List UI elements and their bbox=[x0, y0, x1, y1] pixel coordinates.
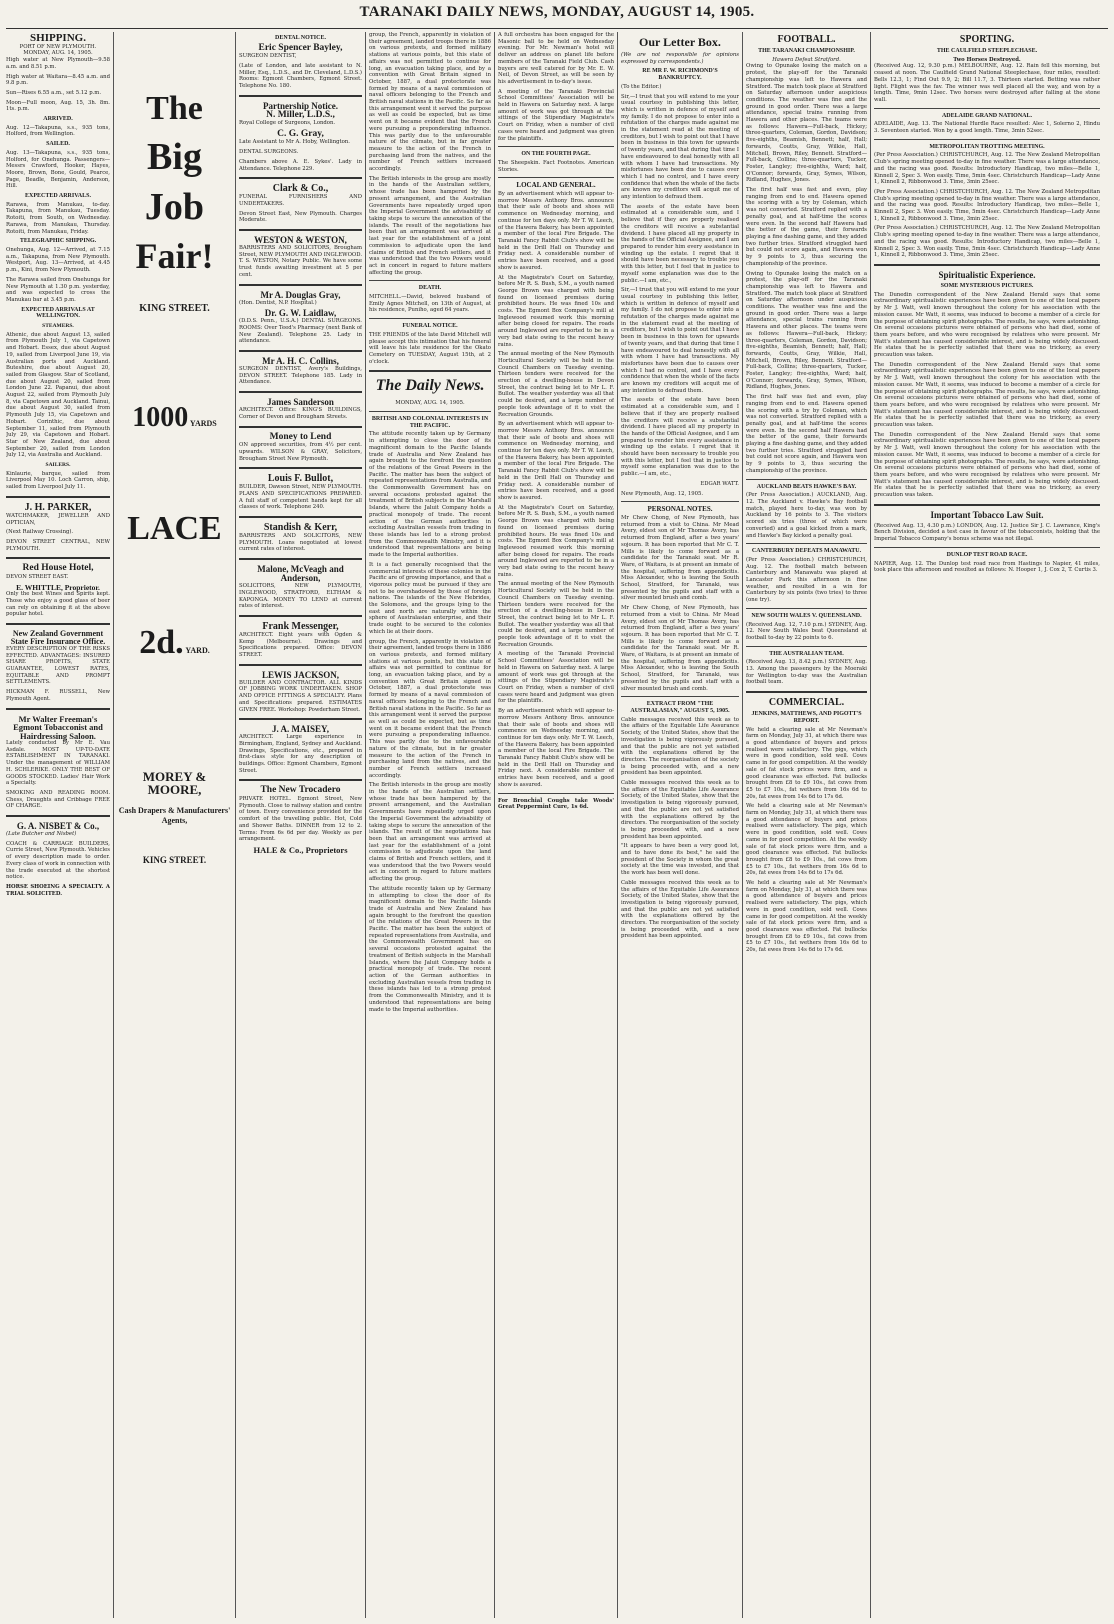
letter-text: The assets of the estate have been estimated at a considerable sum, and I believe that if they are properly realised the creditors will receive a substantial dividend. I have placed all my property in the hands of the Official Assignee, and I am prepared to render him every assistance in winding up the estate. I regret that it should have been necessary to trouble you with this letter, but I feel that in justice to myself some explanation was due to the public.—I am, etc., bbox=[621, 397, 739, 478]
moon-text: Moon—Full moon, Aug. 15, 3h. 8m. 1ts. p.m. bbox=[6, 99, 110, 113]
collins-ad bbox=[239, 357, 362, 386]
divider bbox=[6, 496, 110, 498]
state-fire-title: New Zealand Government State Fire Insurance Office. bbox=[10, 628, 106, 646]
bayley-text: (Late of London, and late assistant to N. Miller, Esq., L.D.S., and Dr. Cleveland, L.D.S.) Rooms: Egmont Chambers, Egmont Street. Telephone No. 180. bbox=[239, 62, 362, 90]
extract-text: Cable messages received this week as to the affairs of the Equitable Life Assurance Society, of the United States, show that the investigation is being vigorously pursued, and that the public are not yet satisfied with the explanations offered by the directors. The reorganisation of the society is being proceeded with, and a new president has been appointed. bbox=[621, 780, 739, 840]
commercial-text: We held a clearing sale at Mr Newman's farm on Monday, July 31, at which there was a good attendance of buyers and prices realised were satisfactory. The pigs, which were in good condition, sold well. Cows came in for good competition. At the weekly sale of fat stock prices were firm, and a good clearance was effected. Fat bullocks brought from £8 to £9 10s., fat cows from £5 to £7 10s., fat wethers from 16s 6d to 20s, fat ewes from 14s 6d to 17s 6d. bbox=[746, 880, 867, 954]
shipping-heading: SHIPPING. bbox=[30, 32, 86, 44]
ad-yards-number: 1000 bbox=[132, 402, 189, 433]
dunlop-heading: DUNLOP TEST ROAD RACE. bbox=[946, 551, 1028, 558]
fourth-page-heading: ON THE FOURTH PAGE. bbox=[521, 151, 591, 158]
divider bbox=[239, 426, 362, 428]
column-sporting bbox=[874, 32, 1108, 1618]
column-big-job-fair-ad bbox=[116, 32, 233, 1618]
masthead-rule bbox=[6, 28, 1108, 29]
jackson-text: BUILDER AND CONTRACTOR. ALL KINDS OF JOBBING WORK UNDERTAKEN. SHOP AND OFFICE FITTINGS A SPECIALTY. Plans and Specifications prepared. ESTIMATES GIVEN FREE. Workshop: Powderham Street. bbox=[239, 679, 362, 713]
local-text: The annual meeting of the New Plymouth Horticultural Society will be held in the Council Chambers on Tuesday evening. Thirteen tenders were received for the erection of a dwelling-house in Devon Street, the contract being let to Mr L. F. Bullot. The weather yesterday was all that could be desired, and a large number of people took advantage of it to visit the Recreation Grounds. bbox=[498, 351, 614, 418]
divider bbox=[498, 793, 614, 794]
sporting-heading: SPORTING. bbox=[959, 34, 1015, 45]
parker-name: J. H. PARKER, bbox=[24, 501, 92, 513]
canterbury-heading: CANTERBURY DEFEATS MANAWATU. bbox=[751, 548, 862, 555]
divider bbox=[239, 718, 362, 720]
weston-name: WESTON & WESTON, bbox=[254, 235, 347, 246]
parker-ad bbox=[6, 503, 110, 553]
sailed-text: Aug. 13—Takapuna, s.s., 935 tons, Holford, for Onehunga. Passengers—Messrs Crawford, Hooker, Hayes, Moore, Brown, Bone, Gould, Pearce, Page, Beadle, Benjamin, Anderson, Hill. bbox=[6, 149, 110, 190]
parker-address: (Next Railway Crossing). bbox=[6, 529, 74, 536]
letter-to: (To the Editor.) bbox=[621, 83, 662, 90]
letter-note: (We are not responsible for opinions expressed by correspondents.) bbox=[621, 52, 739, 65]
letter-title: RE MR F. W. RICHMOND'S BANKRUPTCY. bbox=[642, 68, 718, 82]
ad-lace: LACE bbox=[127, 510, 222, 547]
local-heading: LOCAL AND GENERAL. bbox=[516, 181, 596, 190]
tide-text: High water at Waitara—8.45 a.m. and 9.8 p.m. bbox=[6, 73, 110, 87]
personal-text: Mr Chew Chong, of New Plymouth, has returned from a visit to China. Mr Mead Avery, eldest son of Mr Thomas Avery, has returned from England, after a two years' sojourn. It has been reported that Mr C. T. Mills is likely to come forward as a candidate for the Taranaki seat. Mr R. Ware, of Waitara, is at present an inmate of the hospital, suffering from appendicitis. Miss Alexander, who is leaving the South School, Stratford, for Taranaki, was presented by the pupils and staff with a silver mounted brush and comb. bbox=[621, 515, 739, 602]
laidlaw-text: (D.D.S. Penn., U.S.A.) DENTAL SURGEONS. ROOMS: Over Teed's Pharmacy (next Bank of New Zealand). Telephone 25. Lady in attendance. bbox=[239, 318, 362, 345]
bayley-name: Eric Spencer Bayley, bbox=[258, 42, 343, 53]
partnership-ad bbox=[239, 102, 362, 173]
redhouse-address: DEVON STREET EAST. bbox=[6, 573, 69, 580]
letter-text: The assets of the estate have been estimated at a considerable sum, and I believe that if they are properly realised the creditors will receive a substantial dividend. I have placed all my property in the hands of the Official Assignee, and I am prepared to render him every assistance in winding up the estate. I regret that it should have been necessary to trouble you with this letter, but I feel that in justice to myself some explanation was due to the public.—I am, etc., bbox=[621, 203, 739, 284]
article-text: The British interests in the group are mostly in the hands of the Australian settlers, whose trade has been hampered by the present arrangement, and the Australian Governments have repeatedly urged upon the Imperial Government the advisability of taking steps to secure the annexation of the islands. The result of the negotiations has been that an arrangement was arrived at last year for the establishment of a joint commission to adjudicate upon the land claims of British and French settlers, and it was understood that the two Powers would act in concert in regard to future matters affecting the group. bbox=[369, 175, 491, 276]
bayley-title: SURGEON DENTIST, bbox=[239, 53, 297, 60]
commercial-text: We held a clearing sale at Mr Newman's farm on Monday, July 31, at which there was a good attendance of buyers and prices realised were satisfactory. The pigs, which were in good condition, sold well. Cows came in for good competition. At the weekly sale of fat stock prices were firm, and a good clearance was effected. Fat bullocks brought from £8 to £9 10s., fat cows from £5 to £7 10s., fat wethers from 16s 6d to 20s, fat ewes from 14s 6d to 17s 6d. bbox=[746, 803, 867, 877]
column-rule bbox=[494, 32, 495, 1618]
letter-signature: EDGAR WATT. bbox=[700, 480, 739, 487]
column-rule bbox=[235, 32, 236, 1618]
freeman-ad bbox=[6, 715, 110, 811]
freeman-title: Mr Walter Freeman's Egmont Tobacconist and Hairdressing Saloon. bbox=[13, 713, 103, 741]
leader-text: The attitude recently taken up by Germany in attempting to close the door of its magnificent domain to the Pacific Islands trade of Australia and New Zealand has again brought to the forefront the question of the relations of the Great Powers in the Pacific. The matter has been the subject of repeated representations from Australia, and the Commonwealth Government has on several occasions protested against the treatment of British subjects in the Marshall Islands, where the Jaluit Company holds a practical monopoly of trade. The recent action of the German authorities in excluding Australian vessels from trading in these islands has led to a strong protest from the Commonwealth Ministry, and it is understood that representations are being made to the Imperial authorities. bbox=[369, 431, 491, 559]
divider bbox=[369, 411, 491, 412]
divider bbox=[6, 815, 110, 817]
auckland-text: (Per Press Association.) AUCKLAND, Aug. 12. The Auckland v. Hawke's Bay football match, played here to-day, was won by Auckland by 16 points to 3. The visitors scored six tries (three of which were converted) and a goal kicked from a mark, and Hawke's Bay kicked a penalty goal. bbox=[746, 492, 867, 539]
divider bbox=[239, 350, 362, 352]
clark-text: FUNERAL FURNISHERS AND UNDERTAKERS. bbox=[239, 194, 362, 207]
local-text: The annual meeting of the New Plymouth Horticultural Society will be held in the Council Chambers on Tuesday evening. Thirteen tenders were received for the erection of a dwelling-house in Devon Street, the contract being let to Mr L. F. Bullot. The weather yesterday was all that could be desired, and a large number of people took advantage of it to visit the Recreation Grounds. bbox=[498, 581, 614, 648]
state-fire-text: EVERY DESCRIPTION OF THE RISKS EFFECTED. ADVANTAGES: INSURED SHARE PROFITS, STATE GUARANTEE, LOWEST RATES, EQUITABLE AND PROMPT SETTLEMENTS. bbox=[6, 645, 110, 686]
divider bbox=[874, 504, 1100, 506]
jenkins-heading: JENKINS, MATTHEWS, AND PIGOTT'S REPORT. bbox=[751, 711, 862, 724]
standish-ad bbox=[239, 523, 362, 553]
standish-name: Standish & Kerr, bbox=[263, 522, 338, 534]
fourth-page-text: The Sheepskin. Fact Footnotes. American Stories. bbox=[498, 159, 614, 173]
sailed-heading: SAILED. bbox=[46, 141, 70, 148]
parker-address: DEVON STREET CENTRAL, NEW PLYMOUTH. bbox=[6, 539, 110, 552]
local-text: At the Magistrate's Court on Saturday, before Mr R. S. Bush, S.M., a youth named George Brown was charged with being found on licensed premises during prohibited hours. He was fined 10s and costs. The Egmont Box Company's mill at Inglewood resumed work this morning after being closed for repairs. The roads around Inglewood are reported to be in a very bad state owing to the recent heavy rains. bbox=[498, 274, 614, 348]
auckland-heading: AUCKLAND BEATS HAWKE'S BAY. bbox=[756, 483, 857, 490]
malone-name: Malone, McVeagh and Anderson, bbox=[257, 564, 344, 584]
article-text: A meeting of the Taranaki Provincial School Committees' Association will be held in Hawera on Saturday next. A large amount of work was got through at the sittings of the Stipendiary Magistrate's Court on Friday, when a number of civil cases were heard and judgment was given for the plaintiffs. bbox=[498, 88, 614, 142]
bullot-text: BUILDER, Dawson Street, NEW PLYMOUTH. PLANS AND SPECIFICATIONS PREPARED. A full staff of competent hands kept for all classes of work. Telephone 240. bbox=[239, 484, 362, 511]
tobacco-heading: Important Tobacco Law Suit. bbox=[930, 509, 1044, 520]
sailers-heading: SAILERS. bbox=[45, 462, 71, 469]
ad-yards-line bbox=[116, 404, 233, 432]
money-text: ON approved securities, from 4½ per cent. upwards. WILSON & GRAY, Solicitors, Brougham Street New Plymouth. bbox=[239, 442, 362, 462]
extract-text: "It appears to have been a very good lot, and to have done its best," he said the president of the Society in whom the great society at the time was invested, and that the work has been well done. bbox=[621, 843, 739, 877]
extract-text: Cable messages received this week as to the affairs of the Equitable Life Assurance Society, of the United States, show that the investigation is being vigorously pursued, and that the public are not yet satisfied with the explanations offered by the directors. The reorganisation of the society is being proceeded with, and a new president has been appointed. bbox=[621, 879, 739, 940]
paper-date: MONDAY, AUG. 14, 1905. bbox=[395, 400, 465, 407]
column-local-general bbox=[498, 32, 614, 1618]
state-fire-ad bbox=[6, 630, 110, 703]
extract-text: Cable messages received this week as to the affairs of the Equitable Life Assurance Society, of the United States, show that the investigation is being vigorously pursued, and that the public are not yet satisfied with the explanations offered by the directors. The reorganisation of the society is being proceeded with, and a new president has been appointed. bbox=[621, 716, 739, 777]
letter-box-heading: Our Letter Box. bbox=[639, 35, 721, 49]
ad-king-street: KING STREET. bbox=[139, 303, 210, 314]
cough-ad: For Bronchial Coughs take Woods' Great Peppermint Cure, 1s 6d. bbox=[498, 797, 614, 811]
clark-address: Devon Street East, New Plymouth. Charges Moderate. bbox=[239, 210, 362, 224]
sanderson-name: James Sanderson bbox=[267, 397, 334, 408]
leader-text: It is a fact generally recognised that the commercial interests of these colonies in the Pacific are of growing importance, and that a vigorous policy must be pursued if they are not to be overshadowed by those of foreign nations. The islands of the New Hebrides, the Solomons, and the groups lying to the east and north are naturally within the sphere of Australasian enterprise, and their trade ought to be secured to the colonies which lie at their doors. bbox=[369, 561, 491, 635]
masthead: TARANAKI DAILY NEWS, MONDAY, AUGUST 14, 1905. bbox=[359, 4, 755, 20]
divider bbox=[239, 95, 362, 97]
maisey-name: J. A. MAISEY, bbox=[272, 724, 329, 735]
paper-title: The Daily News. bbox=[375, 377, 485, 395]
divider bbox=[874, 547, 1100, 548]
football-text: Owing to Opunake losing the match on a protest, the play-off for the Taranaki championship was left to Hawera and Stratford. The match took place at Stratford on Saturday afternoon under auspicious conditions. The weather was fine and the ground in good order. There was a large attendance, special trains running from Hawera and other places. The teams were as follows: Hawera—Full-back, Hickey; three-quarters, Coleman, Gordon, Davidson; five-eighths, Beamish, Bennett; half, Hall; forwards, Coutts, Gray, Wilkie, Hall, Mitchell, Brown, Riley, Bennett. Stratford—Full-back, Collins; three-quarters, Tucker, Foster, Langley; five-eighths, Ward; half, O'Connor; forwards, Gray, Symes, Wilson, Ridland, Hughes, Jones. bbox=[746, 63, 867, 184]
funeral-text: THE FRIENDS of the late David Mitchell will please accept this intimation that his funeral will leave his late residence for the Okato Cemetery on TUESDAY, August 15th, at 2 o'clock. bbox=[369, 331, 491, 365]
nisbet-text: COACH & CARRIAGE BUILDERS, Currie Street, New Plymouth. Vehicles of every description made to order. Every class of work in connection with the trade executed at the shortest notice. bbox=[6, 840, 110, 881]
football-heading: FOOTBALL. bbox=[777, 34, 836, 45]
sanderson-text: ARCHITECT. Office: KING'S BUILDINGS, Corner of Devon and Brougham Streets. bbox=[239, 407, 362, 420]
rarawa-text: The Rarawa sailed from Onehunga for New Plymouth at 1.30 p.m. yesterday, and was expected to cross the Manukau bar at 3.45 p.m. bbox=[6, 276, 110, 303]
arrived-heading: ARRIVED. bbox=[43, 116, 73, 123]
weston-ad bbox=[239, 236, 362, 279]
divider bbox=[746, 608, 867, 609]
nsw-heading: NEW SOUTH WALES V. QUEENSLAND. bbox=[751, 612, 862, 619]
redhouse-ad bbox=[6, 564, 110, 618]
clark-ad bbox=[239, 184, 362, 224]
commercial-text: We held a clearing sale at Mr Newman's farm on Monday, July 31, at which there was a good attendance of buyers and prices realised were satisfactory. The pigs, which were in good condition, sold well. Cows came in for good competition. At the weekly sale of fat stock prices were firm, and a good clearance was effected. Fat bullocks brought from £8 to £9 10s., fat cows from £5 to £7 10s., fat wethers from 16s 6d to 20s, fat ewes from 14s 6d to 17s 6d. bbox=[746, 726, 867, 800]
tobacco-text: (Received Aug. 13, 4.30 p.m.) LONDON, Aug. 12. Justice Sir J. C. Lawrance, King's Bench Division, decided a test case in favour of the tobacconists, holding that the Imperial Tobacco Company's bonus scheme was not illegal. bbox=[874, 522, 1100, 543]
divider bbox=[746, 543, 867, 544]
australian-team-text: (Received Aug. 13, 8.42 p.m.) SYDNEY, Aug. 13. Among the passengers by the Moeraki for Wellington to-day was the Australian football team. bbox=[746, 659, 867, 686]
partnership-heading: Partnership Notice. bbox=[263, 100, 338, 111]
divider bbox=[239, 664, 362, 666]
column-letters bbox=[621, 32, 739, 1618]
ad-word-big: Big bbox=[147, 136, 202, 178]
ad-word-job: Job bbox=[144, 186, 205, 228]
sun-text: Sun—Rises 6.55 a.m., set 5.12 p.m. bbox=[6, 89, 102, 96]
wellington-heading: EXPECTED ARRIVALS AT WELLINGTON. bbox=[21, 306, 95, 320]
death-heading: DEATH. bbox=[418, 285, 442, 292]
divider bbox=[874, 108, 1100, 109]
steeplechase-heading: THE CAULFIELD STEEPLECHASE. bbox=[936, 48, 1038, 54]
weston-text: BARRISTERS AND SOLICITORS, Brougham Street, NEW PLYMOUTH AND INGLEWOOD. T. S. WESTON, Notary Public. We have some trust funds awaiting investment at 5 per cent. bbox=[239, 245, 362, 278]
sanderson-ad bbox=[239, 398, 362, 420]
commercial-heading: COMMERCIAL. bbox=[768, 697, 845, 709]
divider bbox=[746, 691, 867, 693]
freeman-text: Lately conducted by Mr E. Vau Asdale. MOST UP-TO-DATE ESTABLISHMENT IN TARANAKI. Under the management of WILLIAM H. SCHLERIKE. ONLY THE BEST OF GOODS STOCKED. Ladies' Hair Work a Specialty. bbox=[6, 740, 110, 787]
money-heading: Money to Lend bbox=[269, 431, 332, 442]
ad-word-the: The bbox=[146, 90, 203, 127]
expected-text: Rarawa, from Manukau, to-day. Takapuna, from Manukau, Tuesday. Rotoiti, from South, on Wednesday. Rarawa, from Manukau, Thursday. Rotoiti, from Manukau, Friday. bbox=[6, 201, 110, 235]
letter-text: Sir,—I trust that you will extend to me your usual courtesy in publishing this letter, which is written in defence of myself and my family. I do not propose to enter into a refutation of the charges made against me in the statement read at the meeting of creditors, but I wish to point out that I have been in business in this town for upwards of twenty years, and that during that time I have endeavoured to deal honestly with all with whom I have had transactions. My misfortunes have been due to causes over which I had no control, and I have every confidence that when the whole of the facts are known my creditors will acquit me of any intention to defraud them. bbox=[621, 287, 739, 394]
steamers-heading: STEAMERS. bbox=[42, 323, 74, 330]
column-football bbox=[746, 32, 867, 1618]
bullot-name: Louis F. Bullot, bbox=[267, 473, 334, 485]
ad-price-line bbox=[116, 626, 233, 660]
dunlop-text: NAPIER, Aug. 12. The Dunlop test road race from Hastings to Napier, 41 miles, took place this afternoon and resulted as follows: N. Hooper 1, J. Cox 2, T. Curtis 3. bbox=[874, 560, 1100, 574]
local-text: By an advertisement which will appear to-morrow Messrs Anthony Bros. announce that their sale of boots and shoes will commence on Wednesday morning, and continue for ten days only. Mr T. W. Leech, of the Hawera Bakery, has been appointed a member of the local Fire Brigade. The Taranaki Fancy Rabbit Club's show will be held in the Drill Hall on Thursday and Friday next. A considerable number of entries have been received, and a good show is assured. bbox=[498, 191, 614, 271]
collins-name: Mr A. H. C. Collins, bbox=[262, 356, 339, 367]
bullot-ad bbox=[239, 474, 362, 511]
divider bbox=[498, 177, 614, 178]
column-editorial bbox=[369, 32, 491, 1618]
maisey-text: ARCHITECT. Large experience in Birmingham, England, Sydney and Auckland. Drawings, Specifications, etc., prepared in first-class style for any description of buildings. Office: Egmont Chambers, Egmont Street. bbox=[239, 734, 362, 774]
divider bbox=[874, 264, 1100, 266]
parker-text: WATCHMAKER, JEWELLER AND OPTICIAN, bbox=[6, 512, 110, 526]
arrived-text: Aug. 12—Takapuna, s.s., 935 tons, Holford, from Wellington. bbox=[6, 124, 110, 138]
divider bbox=[239, 516, 362, 518]
local-text: By an advertisement which will appear to-morrow Messrs Anthony Bros. announce that their sale of boots and shoes will commence on Wednesday morning, and continue for ten days only. Mr T. W. Leech, of the Hawera Bakery, has been appointed a member of the local Fire Brigade. The Taranaki Fancy Rabbit Club's show will be held in the Drill Hall on Thursday and Friday next. A considerable number of entries have been received, and a good show is assured. bbox=[498, 421, 614, 501]
leader-text: group, the French, apparently in violation of their agreement, landed troops there in 1886 on various pretexts, and formed military stations at various points, but this state of affairs was not permitted to continue for long, an evacuation taking place, and by a convention with Great Britain signed in October, 1887, a dual protectorate was formed by means of a naval commission of naval officers belonging to the French and British naval stations in the Pacific. So far as this arrangement went it served the purpose as well as could be expected, but as time went on it became evident that the French were pursuing a preponderating influence. This was partly due to the unfavourable nature of the climate, but in far greater measure to the action of the French in purchasing land from the natives, and the number of French settlers increased accordingly. bbox=[369, 638, 491, 779]
metropolitan-heading: METROPOLITAN TROTTING MEETING. bbox=[929, 143, 1045, 150]
divider bbox=[239, 177, 362, 179]
championship-heading: THE TARANAKI CHAMPIONSHIP. bbox=[758, 48, 855, 54]
trocadero-ad bbox=[239, 786, 362, 854]
steeplechase-subheading: Two Horses Destroyed. bbox=[953, 56, 1021, 63]
port-line: PORT OF NEW PLYMOUTH. bbox=[19, 43, 97, 50]
trocadero-name: The New Trocadero bbox=[260, 785, 341, 796]
column-shipping bbox=[6, 32, 110, 1618]
divider bbox=[239, 615, 362, 617]
spiritualistic-text: The Dunedin correspondent of the New Zealand Herald says that some extraordinary spiritualistic experiences have been given to one of the local papers by Mr J. Watt, well known throughout the colony for his association with the mission cause. Mr Watt, it seems, was induced to become a member of a circle for the purpose of obtaining spirit photographs. The results, he says, were astonishing. On several occasions pictures were obtained of persons who had died, some of them years before, and who were recognised by relatives who were present. Mr Watt's statement has caused considerable interest, and is being widely discussed. He states that he is perfectly satisfied that there was no trickery, as every precaution was taken. bbox=[874, 431, 1100, 499]
football-text: The first half was fast and even, play ranging from end to end. Hawera opened the scoring with a try by Coleman, which was not converted. Stratford replied with a penalty goal, and at half-time the scores were even. In the second half Hawera had the better of the game, their forwards playing a fine dashing game, and they added two further tries. Stratford struggled hard but could not score again, and Hawera won by 9 points to 3, thus securing the championship of the province. bbox=[746, 394, 867, 474]
steamers-text: Athenic, due about August 13, sailed from Plymouth July 1, via Capetown and Hobart. Essex, due about August 19, sailed from Liverpool June 19, via Australian ports and Auckland. Buteshire, due about August 20, sailed from Glasgow. Star of Scotland, due about August 20, sailed from London June 22. Papanui, due about August 22, sailed from Plymouth July 8, via Capetown and Auckland. Tainui, due about August 30, sailed from Plymouth July 15, via Capetown and Hobart. Corinthic, due about September 11, sailed from Plymouth July 29, via Capetown and Hobart. Star of New Zealand, due about September 20, sailed from London July 12, via Australia and Auckland. bbox=[6, 331, 110, 459]
metropolitan-text: (Per Press Association.) CHRISTCHURCH, Aug. 12. The New Zealand Metropolitan Club's spring meeting opened to-day in fine weather. There was a large attendance, and the racing was good. Results: Introductory Handicap, two miles—Belle 1, Kinnell 2, Spec 3. Won easily. Time, 5min 4sec. Christchurch Handicap—Lady Anne 1, Kinnell 2, Ribbonwood 3. Time, 3min 25sec. bbox=[874, 152, 1100, 186]
steeplechase-text: (Received Aug. 12, 9.30 p.m.) MELBOURNE, Aug. 12. Rain fell this morning, but ceased at noon. The Caulfield Grand National Steeplechase, four miles, resulted: Bells 12.3, 1; Find Out 9.9, 2; Bill 11.7, 3. Thirteen started. Betting was rather light. Flight was the fav. The winner was well placed all the way, and won by a length. Time, 9min 12sec. Two horses were destroyed after falling at the stone wall. bbox=[874, 63, 1100, 103]
divider bbox=[369, 370, 491, 372]
column-rule bbox=[742, 32, 743, 1618]
divider bbox=[239, 779, 362, 781]
laidlaw-name: Dr. G. W. Laidlaw, bbox=[264, 308, 337, 319]
douglas-gray-text: (Hon. Dentist, N.P. Hospital.) bbox=[239, 299, 317, 306]
collins-text: SURGEON DENTIST, Avery's Buildings, DEVON STREET. Telephone 185. Lady in Attendance. bbox=[239, 366, 362, 386]
letter-place-date: New Plymouth, Aug. 12, 1905. bbox=[621, 490, 704, 497]
divider bbox=[6, 708, 110, 710]
column-professional-ads bbox=[239, 32, 362, 1618]
gray-text: Late Assistant to Mr A. Hoby, Wellington. bbox=[239, 139, 350, 146]
redhouse-text: Only the best Wines and Spirits kept. Those who enjoy a good glass of beer can rely on obtaining it at the above popular hotel. bbox=[6, 591, 110, 618]
divider bbox=[369, 280, 491, 281]
local-text: By an advertisement which will appear to-morrow Messrs Anthony Bros. announce that their sale of boots and shoes will commence on Wednesday morning, and continue for ten days only. Mr T. W. Leech, of the Hawera Bakery, has been appointed a member of the local Fire Brigade. The Taranaki Fancy Rabbit Club's show will be held in the Drill Hall on Thursday and Friday next. A considerable number of entries have been received, and a good show is assured. bbox=[498, 708, 614, 788]
gray-name: C. G. Gray, bbox=[277, 128, 324, 139]
divider bbox=[239, 467, 362, 469]
adelaide-heading: ADELAIDE GRAND NATIONAL. bbox=[941, 112, 1033, 119]
column-rule bbox=[365, 32, 366, 1618]
state-fire-agent: HICKMAN F. RUSSELL, New Plymouth Agent. bbox=[6, 689, 110, 702]
divider bbox=[239, 229, 362, 231]
canterbury-text: (Per Press Association.) CHRISTCHURCH, Aug. 12. The football match between Canterbury and Manawatu was played at Lancaster Park this afternoon in fine weather, and resulted in a win for Canterbury by six points (two tries) to three (one try). bbox=[746, 556, 867, 604]
divider bbox=[746, 479, 867, 480]
nisbet-title: G. A. NISBET & Co., bbox=[16, 821, 100, 832]
gray-laidlaw-ad bbox=[239, 291, 362, 346]
divider bbox=[874, 139, 1100, 140]
local-text: A meeting of the Taranaki Provincial School Committees' Association will be held in Hawera on Saturday next. A large amount of work was got through at the sittings of the Stipendiary Magistrate's Court on Friday, when a number of civil cases were heard and judgment was given for the plaintiffs. bbox=[498, 651, 614, 705]
nisbet-subtitle: (Late Butcher and Nisbet) bbox=[6, 831, 77, 838]
local-text: At the Magistrate's Court on Saturday, before Mr R. S. Bush, S.M., a youth named George Brown was charged with being found on licensed premises during prohibited hours. He was fined 10s and costs. The Egmont Box Company's mill at Inglewood resumed work this morning after being closed for repairs. The roads around Inglewood are reported to be in a very bad state owing to the recent heavy rains. bbox=[498, 504, 614, 578]
article-text: group, the French, apparently in violation of their agreement, landed troops there in 1886 on various pretexts, and formed military stations at various points, but this state of affairs was not permitted to continue for long, an evacuation taking place, and by a convention with Great Britain signed in October, 1887, a dual protectorate was formed by means of a naval commission of naval officers belonging to the French and British naval stations in the Pacific. So far as this arrangement went it served the purpose as well as could be expected, but as time went on it became evident that the French were pursuing a preponderating influence. This was partly due to the unfavourable nature of the climate, but in far greater measure to the action of the French in purchasing land from the natives, and the number of French settlers increased accordingly. bbox=[369, 32, 491, 173]
hale-proprietors: HALE & Co., Proprietors bbox=[253, 844, 348, 855]
messenger-ad bbox=[239, 622, 362, 659]
personal-heading: PERSONAL NOTES. bbox=[647, 505, 713, 514]
freeman-text: SMOKING AND READING ROOM. Chess, Draughts and Cribbage FREE OF CHARGE. bbox=[6, 789, 110, 810]
ad-price: 2d. bbox=[139, 624, 184, 661]
jackson-name: LEWIS JACKSON, bbox=[261, 669, 340, 680]
ad-firm-name: MOREY & MOORE, bbox=[142, 769, 207, 797]
divider bbox=[369, 318, 491, 319]
leader-heading: BRITISH AND COLONIAL INTERESTS IN THE PACIFIC. bbox=[371, 416, 489, 429]
malone-text: SOLICITORS, NEW PLYMOUTH, INGLEWOOD, STRATFORD, ELTHAM & KAPONGA. MONEY TO LEND at current rates of interest. bbox=[239, 583, 362, 610]
standish-text: BARRISTERS AND SOLICITORS, NEW PLYMOUTH. Loans negotiated at lowest current rates of interest. bbox=[239, 533, 362, 553]
death-text: MITCHELL.—David, beloved husband of Emily Agnes Mitchell, on 13th of August, at his residence, Puniho, aged 64 years. bbox=[369, 294, 491, 314]
messenger-text: ARCHITECT. Eight years with Ogden & Kemp (Melbourne). Drawings and Specifications prepared. Office: DEVON STREET. bbox=[239, 631, 362, 659]
redhouse-proprietor: E. WHITTLE, Proprietor. bbox=[16, 582, 100, 592]
ad-word-fair: Fair! bbox=[135, 236, 214, 276]
spiritualistic-text: The Dunedin correspondent of the New Zealand Herald says that some extraordinary spiritualistic experiences have been given to one of the local papers by Mr J. Watt, well known throughout the colony for his association with the mission cause. Mr Watt, it seems, was induced to become a member of a circle for the purpose of obtaining spirit photographs. The results, he says, were astonishing. On several occasions pictures were obtained of persons who had died, some of them years before, and who were recognised by relatives who were present. Mr Watt's statement has caused considerable interest, and is being widely discussed. He states that he is perfectly satisfied that there was no trickery, as every precaution was taken. bbox=[874, 361, 1100, 429]
divider bbox=[239, 558, 362, 560]
nsw-text: (Received Aug. 12, 7.10 p.m.) SYDNEY, Aug. 12. New South Wales beat Queensland at football to-day by 22 points to 6. bbox=[746, 621, 867, 641]
messenger-name: Frank Messenger, bbox=[262, 620, 339, 632]
divider bbox=[239, 391, 362, 393]
spiritualistic-subheading: SOME MYSTERIOUS PICTURES. bbox=[940, 282, 1034, 289]
nisbet-ad bbox=[6, 822, 110, 897]
jackson-ad bbox=[239, 671, 362, 714]
ad-price-word: YARD. bbox=[185, 646, 210, 655]
divider bbox=[621, 501, 739, 502]
ad-yards-word: YARDS bbox=[189, 419, 217, 428]
letter-text: Sir,—I trust that you will extend to me your usual courtesy in publishing this letter, which is written in defence of myself and my family. I do not propose to enter into a refutation of the charges made against me in the statement read at the meeting of creditors, but I wish to point out that I have been in business in this town for upwards of twenty years, and that during that time I have endeavoured to deal honestly with all with whom I have had transactions. My misfortunes have been due to causes over which I had no control, and I have every confidence that when the whole of the facts are known my creditors will acquit me of any intention to defraud them. bbox=[621, 93, 739, 201]
sailers-text: Kinlaurie, barque, sailed from Liverpool May 10. Loch Carron, ship, sailed from Liverpool July 11. bbox=[6, 470, 110, 491]
maisey-ad bbox=[239, 725, 362, 774]
divider bbox=[6, 623, 110, 625]
bayley-ad bbox=[239, 35, 362, 90]
malone-ad bbox=[239, 565, 362, 610]
column-rule bbox=[870, 32, 871, 1618]
nisbet-footer: HORSE SHOEING A SPECIALTY. A TRIAL SOLICITED. bbox=[6, 884, 110, 897]
divider bbox=[498, 146, 614, 147]
metropolitan-text: (Per Press Association.) CHRISTCHURCH, Aug. 12. The New Zealand Metropolitan Club's spring meeting opened to-day in fine weather. There was a large attendance, and the racing was good. Results: Introductory Handicap, two miles—Belle 1, Kinnell 2, Spec 3. Won easily. Time, 5min 4sec. Christchurch Handicap—Lady Anne 1, Kinnell 2, Ribbonwood 3. Time, 3min 25sec. bbox=[874, 225, 1100, 259]
divider bbox=[621, 696, 739, 697]
money-ad bbox=[239, 433, 362, 463]
spiritualistic-text: The Dunedin correspondent of the New Zealand Herald says that some extraordinary spiritualistic experiences have been given to one of the local papers by Mr J. Watt, well known throughout the colony for his association with the mission cause. Mr Watt, it seems, was induced to become a member of a circle for the purpose of obtaining spirit photographs. The results, he says, were astonishing. On several occasions pictures were obtained of persons who had died, some of them years before, and who were recognised by relatives who were present. Mr Watt's statement has caused considerable interest, and is being widely discussed. He states that he is perfectly satisfied that there was no trickery, as every precaution was taken. bbox=[874, 291, 1100, 359]
divider bbox=[746, 646, 867, 647]
expected-heading: EXPECTED ARRIVALS. bbox=[25, 193, 91, 200]
telegraphic-text: Onehunga, Aug. 12—Arrived, at 7.15 a.m., Takapuna, from New Plymouth. Westport, Aug. 13—Arrived, at 4.45 p.m., Kini, from New Plymouth. bbox=[6, 246, 110, 274]
miller-text: Royal College of Surgeons, London. bbox=[239, 120, 336, 127]
redhouse-title: Red House Hotel, bbox=[22, 563, 94, 574]
spiritualistic-heading: Spiritualistic Experience. bbox=[938, 269, 1036, 280]
football-text: Owing to Opunake losing the match on a protest, the play-off for the Taranaki championship was left to Hawera and Stratford. The match took place at Stratford on Saturday afternoon under auspicious conditions. The weather was fine and the ground in good order. There was a large attendance, special trains running from Hawera and other places. The teams were as follows: Hawera—Full-back, Hickey; three-quarters, Coleman, Gordon, Davidson; five-eighths, Beamish, Bennett; half, Hall; forwards, Coutts, Gray, Wilkie, Hall, Mitchell, Brown, Riley, Bennett. Stratford—Full-back, Collins; three-quarters, Tucker, Foster, Langley; five-eighths, Ward; half, O'Connor; forwards, Gray, Symes, Wilson, Ridland, Hughes, Jones. bbox=[746, 270, 867, 391]
leader-text: The attitude recently taken up by Germany in attempting to close the door of its magnificent domain to the Pacific Islands trade of Australia and New Zealand has again brought to the forefront the question of the relations of the Great Powers in the Pacific. The matter has been the subject of repeated representations from Australia, and the Commonwealth Government has on several occasions protested against the treatment of British subjects in the Marshall Islands, where the Jaluit Company holds a practical monopoly of trade. The recent action of the German authorities in excluding Australian vessels from trading in these islands has led to a strong protest from the Commonwealth Ministry, and it is understood that representations are being made to the Imperial authorities. bbox=[369, 885, 491, 1013]
championship-subheading: Hawera Defeat Stratford. bbox=[772, 56, 841, 63]
trocadero-text: PRIVATE HOTEL. Egmont Street, New Plymouth. Close to railway station and centre of town. Every convenience provided for the comfort of the travelling public. Hot, Cold and Shower Baths. DINNER from 12 to 2. Terms: From 6s 6d per day. Weekly as per arrangement. bbox=[239, 795, 362, 843]
metropolitan-text: (Per Press Association.) CHRISTCHURCH, Aug. 12. The New Zealand Metropolitan Club's spring meeting opened to-day in fine weather. There was a large attendance, and the racing was good. Results: Introductory Handicap, two miles—Belle 1, Kinnell 2, Spec 3. Won easily. Time, 5min 4sec. Christchurch Handicap—Lady Anne 1, Kinnell 2, Ribbonwood 3. Time, 3min 25sec. bbox=[874, 188, 1100, 222]
column-rule bbox=[617, 32, 618, 1618]
tide-text: High water at New Plymouth—9.58 a.m. and 8.51 p.m. bbox=[6, 57, 110, 70]
australian-team-heading: THE AUSTRALIAN TEAM. bbox=[769, 650, 844, 657]
miller-name: N. Miller, L.D.S., bbox=[266, 109, 335, 120]
date-line: MONDAY, AUG. 14, 1905. bbox=[23, 50, 93, 57]
extract-heading: EXTRACT FROM "THE AUSTRALASIAN," AUGUST 5, 1905. bbox=[630, 701, 730, 714]
clark-name: Clark & Co., bbox=[272, 183, 329, 195]
adelaide-text: ADELAIDE, Aug. 13. The National Hurdle Race resulted: Alec 1, Solerno 2, Hindu 3. Seventeen started. Won by a good length. Time, 3min 52sec. bbox=[874, 121, 1100, 135]
ad-firm-subtitle: Cash Drapers & Manufacturers' Agents, bbox=[118, 806, 231, 825]
douglas-gray-name: Mr A. Douglas Gray, bbox=[260, 289, 341, 300]
telegraphic-heading: TELEGRAPHIC SHIPPING. bbox=[19, 238, 97, 245]
divider bbox=[6, 557, 110, 559]
ad-firm-address: KING STREET. bbox=[142, 855, 207, 865]
leader-text: The British interests in the group are mostly in the hands of the Australian settlers, whose trade has been hampered by the present arrangement, and the Australian Governments have repeatedly urged upon the Imperial Government the advisability of taking steps to secure the annexation of the islands. The result of the negotiations has been that an arrangement was arrived at last year for the establishment of a joint commission to adjudicate upon the land claims of British and French settlers, and it was understood that the two Powers would act in concert in regard to future matters affecting the group. bbox=[369, 782, 491, 883]
personal-text: Mr Chew Chong, of New Plymouth, has returned from a visit to China. Mr Mead Avery, eldest son of Mr Thomas Avery, has returned from England, after a two years' sojourn. It has been reported that Mr C. T. Mills is likely to come forward as a candidate for the Taranaki seat. Mr R. Ware, of Waitara, is at present an inmate of the hospital, suffering from appendicitis. Miss Alexander, who is leaving the South School, Stratford, for Taranaki, was presented by the pupils and staff with a silver mounted brush and comb. bbox=[621, 605, 739, 692]
football-text: The first half was fast and even, play ranging from end to end. Hawera opened the scoring with a try by Coleman, which was not converted. Stratford replied with a penalty goal, and at half-time the scores were even. In the second half Hawera had the better of the game, their forwards playing a fine dashing game, and they added two further tries. Stratford struggled hard but could not score again, and Hawera won by 9 points to 3, thus securing the championship of the province. bbox=[746, 187, 867, 267]
funeral-heading: FUNERAL NOTICE. bbox=[402, 323, 458, 330]
gray-rooms: Chambers above A. E. Sykes'. Lady in Attendance. Telephone 229. bbox=[239, 158, 362, 172]
divider bbox=[239, 284, 362, 286]
gray-dental: DENTAL SURGEONS. bbox=[239, 149, 299, 156]
column-rule bbox=[113, 32, 114, 1618]
article-text: A full orchestra has been engaged for the Masonic ball to be held on Wednesday evening. For Mr. Newman's hotel will deliver an address on planet life before members of the Taranaki Field Club. Cash buyers are well catered for by Mr. E. W. Neil, of Devon Street, as will be seen by his advertisement in to-day's issue. bbox=[498, 32, 614, 85]
dental-notice-heading: DENTAL NOTICE. bbox=[275, 35, 326, 41]
